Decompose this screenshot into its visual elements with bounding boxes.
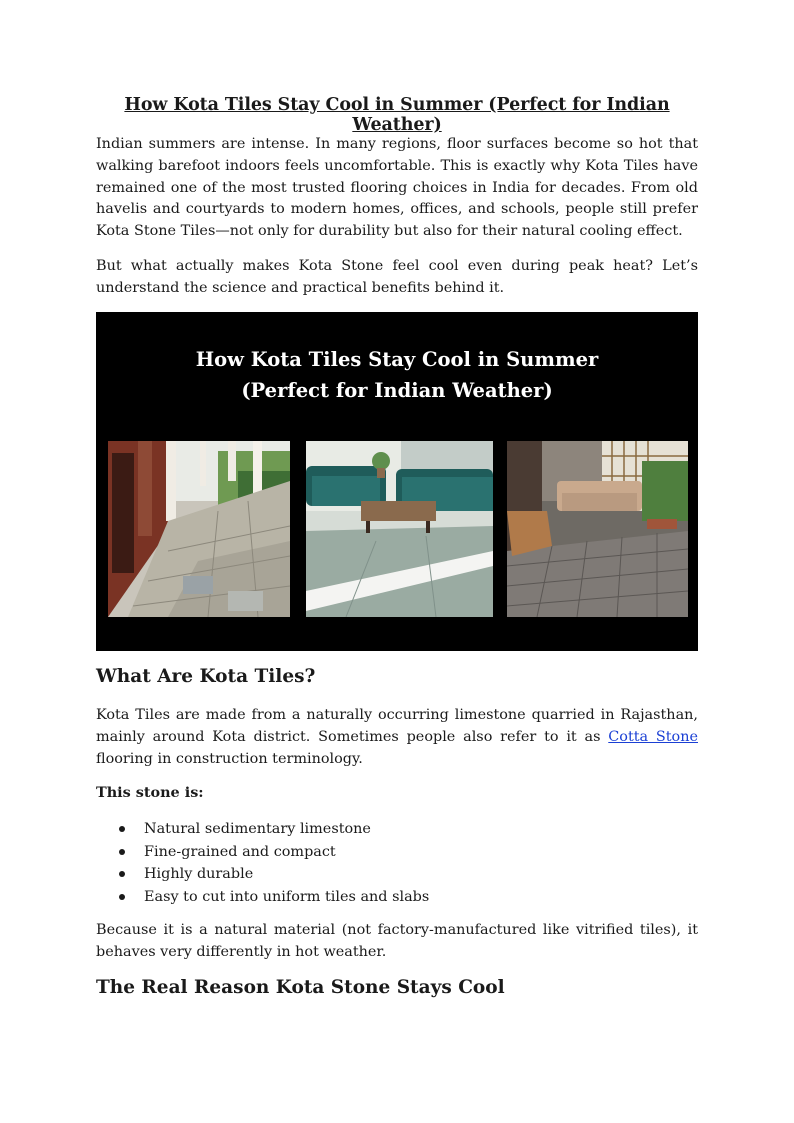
document-title: How Kota Tiles Stay Cool in Summer (Perfect for Indian Weather) bbox=[124, 95, 670, 135]
list-item: Natural sedimentary limestone bbox=[96, 818, 429, 841]
hero-title bbox=[96, 344, 698, 406]
cotta-stone-link[interactable]: Cotta Stone bbox=[608, 728, 698, 745]
verandah-photo-graphic bbox=[108, 441, 290, 617]
stone-properties-list bbox=[96, 818, 429, 908]
list-item: Easy to cut into uniform tiles and slabs bbox=[96, 886, 429, 909]
verandah-kota-floor-photo bbox=[108, 441, 290, 617]
patio-photo-graphic bbox=[507, 441, 688, 617]
bullet-icon bbox=[119, 849, 125, 855]
intro-paragraph: Indian summers are intense. In many regions, floor surfaces become so hot that walking barefoot indoors feels uncomfortable. This is exactly why Kota Tiles have remained one of the most trusted flooring choices in India for decades. From old havelis and courtyards to modern homes, offices, and schools, people still prefer Kota Stone Tiles—not only for durability but also for their natural cooling effect. bbox=[96, 136, 698, 240]
living-room-photo-graphic bbox=[306, 441, 493, 617]
patio-kota-floor-photo bbox=[507, 441, 688, 617]
list-item: Highly durable bbox=[96, 863, 429, 886]
intro-paragraph-2: But what actually makes Kota Stone feel cool even during peak heat? Let’s understand the science and practical benefits behind it. bbox=[96, 258, 698, 296]
bullet-icon bbox=[119, 894, 125, 900]
hero-title-line-1: How Kota Tiles Stay Cool in Summer bbox=[195, 348, 599, 371]
list-intro-label: This stone is: bbox=[96, 784, 204, 801]
living-room-kota-floor-photo bbox=[306, 441, 493, 617]
bullet-icon bbox=[119, 871, 125, 877]
closing-paragraph: Because it is a natural material (not factory-manufactured like vitrified tiles), it behaves very differently in hot weather. bbox=[96, 922, 698, 960]
kota-tiles-description bbox=[96, 705, 698, 770]
list-item: Fine-grained and compact bbox=[96, 841, 429, 864]
section-heading-what-are-kota-tiles: What Are Kota Tiles? bbox=[96, 666, 316, 687]
bullet-icon bbox=[119, 826, 125, 832]
section-heading-real-reason: The Real Reason Kota Stone Stays Cool bbox=[96, 977, 505, 998]
hero-title-line-2: (Perfect for Indian Weather) bbox=[241, 379, 553, 402]
description-text-start: Kota Tiles are made from a naturally occurring limestone quarried in Rajasthan, mainly around Kota district. Sometimes people also refer to it as bbox=[96, 707, 698, 745]
description-text-end: flooring in construction terminology. bbox=[96, 750, 363, 767]
hero-banner bbox=[96, 312, 698, 651]
